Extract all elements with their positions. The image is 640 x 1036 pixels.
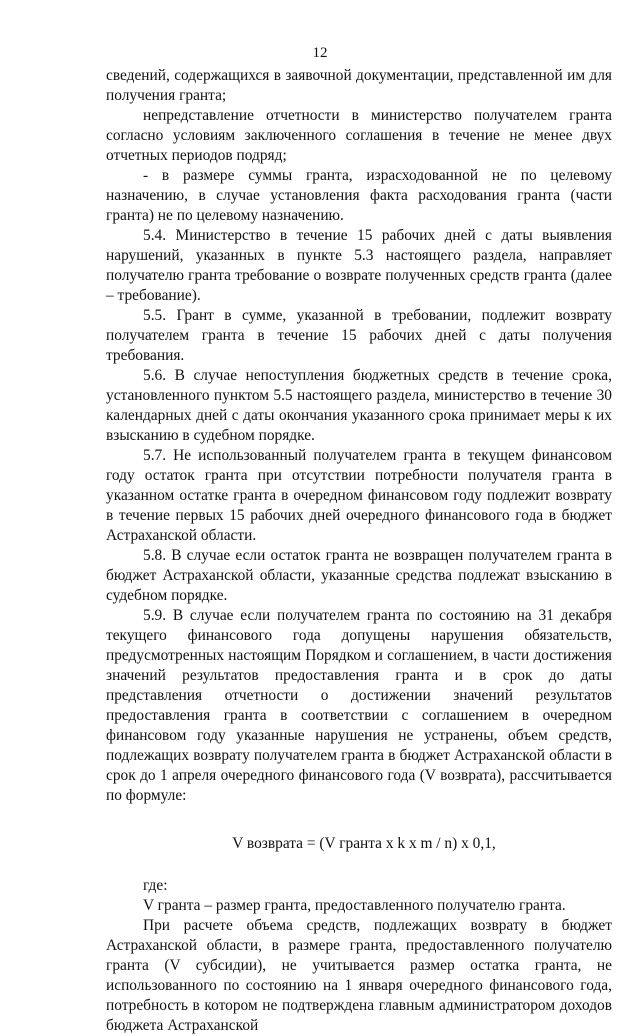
paragraph-5-5: 5.5. Грант в сумме, указанной в требовании, подлежит возврату получателем гранта в течение 15 рабочих дней с даты получения требования. xyxy=(106,307,612,364)
paragraph-5-7: 5.7. Не использованный получателем гранта в текущем финансовом году остаток гранта при отсутствии потребности получателя гранта в указанном остатке гранта в очередном финансовом году подлежит возврату в течение первых 15 рабочих дней очередного финансового года в бюджет Астраханской области. xyxy=(106,447,612,544)
paragraph-5-9: 5.9. В случае если получателем гранта по состоянию на 31 декабря текущего финансового года допущены нарушения обязательств, предусмотренных настоящим Порядком и соглашением, в части достижения значений результатов предоставления гранта и в срок до даты представления отчетности о достижении значений результатов предоставления гранта в соответствии с соглашением в очередном финансовом году указанные нарушения не устранены, объем средств, подлежащих возврату получателем гранта в бюджет Астраханской области в срок до 1 апреля очередного финансового года (V возврата), рассчитывается по формуле: xyxy=(106,607,612,804)
document-body xyxy=(106,66,612,1036)
formula-where-label: где: xyxy=(143,877,168,894)
formula-definition: V гранта – размер гранта, предоставленного получателю гранта. xyxy=(143,897,566,914)
formula: V возврата = (V гранта x k x m / n) x 0,1, xyxy=(232,835,496,852)
paragraph: - в размере суммы гранта, израсходованной не по целевому назначению, в случае установления факта расходования гранта (части гранта) не по целевому назначению. xyxy=(106,167,612,224)
paragraph-5-8: 5.8. В случае если остаток гранта не возвращен получателем гранта в бюджет Астраханской области, указанные средства подлежат взысканию в судебном порядке. xyxy=(106,547,612,604)
paragraph-5-6: 5.6. В случае непоступления бюджетных средств в течение срока, установленного пунктом 5.5 настоящего раздела, министерство в течение 30 календарных дней с даты окончания указанного срока принимает меры к их взысканию в судебном порядке. xyxy=(106,367,612,444)
paragraph: непредставление отчетности в министерство получателем гранта согласно условиям заключенного соглашения в течение не менее двух отчетных периодов подряд; xyxy=(106,107,612,164)
page-number: 12 xyxy=(312,45,328,61)
paragraph: При расчете объема средств, подлежащих возврату в бюджет Астраханской области, в размере гранта, предоставленного получателю гранта (V субсидии), не учитывается размер остатка гранта, не использованного по состоянию на 1 января очередного финансового года, потребность в котором не подтверждена главным администратором доходов бюджета Астраханской xyxy=(106,917,612,1034)
paragraph: сведений, содержащихся в заявочной документации, представленной им для получения гранта; xyxy=(106,67,612,104)
paragraph-5-4: 5.4. Министерство в течение 15 рабочих дней с даты выявления нарушений, указанных в пункте 5.3 настоящего раздела, направляет получателю гранта требование о возврате полученных средств гранта (далее – требование). xyxy=(106,227,612,304)
